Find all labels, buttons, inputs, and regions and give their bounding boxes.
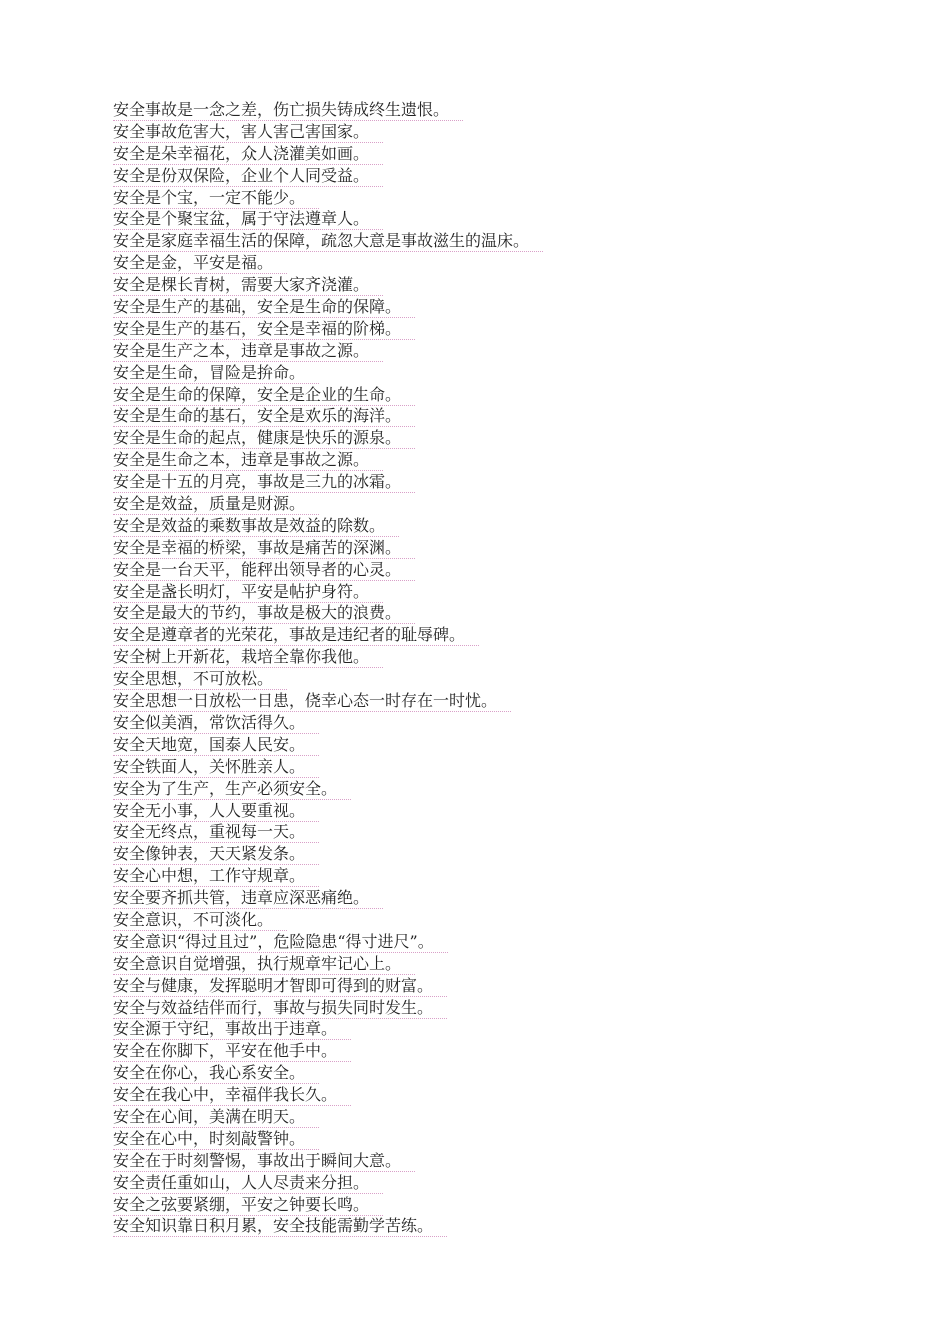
slogan-line [113, 602, 873, 624]
slogan-text: 安全铁面人，关怀胜亲人。 [113, 757, 319, 778]
slogan-line [113, 997, 873, 1019]
slogan-text: 安全思想，不可放松。 [113, 669, 287, 690]
slogan-line [113, 1150, 873, 1172]
slogan-text: 安全在于时刻警惕，事故出于瞬间大意。 [113, 1151, 415, 1172]
slogan-line [113, 821, 873, 843]
slogan-line [113, 1215, 873, 1237]
slogan-text: 安全像钟表，天天紧发条。 [113, 844, 319, 865]
slogan-text: 安全无小事，人人要重视。 [113, 801, 319, 822]
slogan-text: 安全与健康，发挥聪明才智即可得到的财富。 [113, 976, 447, 997]
slogan-text: 安全为了生产，生产必须安全。 [113, 779, 351, 800]
slogan-line [113, 1106, 873, 1128]
slogan-text: 安全意识自觉增强，执行规章牢记心上。 [113, 954, 415, 975]
slogan-line [113, 165, 873, 187]
slogan-line [113, 668, 873, 690]
slogan-text: 安全是生命的起点，健康是快乐的源泉。 [113, 428, 415, 449]
slogan-text: 安全是金，平安是福。 [113, 253, 287, 274]
slogan-text: 安全是生产之本，违章是事故之源。 [113, 341, 383, 362]
slogan-line [113, 427, 873, 449]
slogan-text: 安全是生命，冒险是拚命。 [113, 363, 319, 384]
slogan-text: 安全源于守纪，事故出于违章。 [113, 1019, 351, 1040]
slogan-line [113, 230, 873, 252]
slogan-text: 安全是朵幸福花，众人浇灌美如画。 [113, 144, 383, 165]
slogan-line [113, 581, 873, 603]
slogan-line [113, 318, 873, 340]
slogan-text: 安全是最大的节约，事故是极大的浪费。 [113, 603, 415, 624]
slogan-line [113, 690, 873, 712]
slogan-text: 安全是盏长明灯，平安是帖护身符。 [113, 582, 383, 603]
slogan-text: 安全知识靠日积月累，安全技能需勤学苦练。 [113, 1216, 447, 1237]
slogan-text: 安全是个宝，一定不能少。 [113, 188, 319, 209]
slogan-text: 安全是幸福的桥梁，事故是痛苦的深渊。 [113, 538, 415, 559]
slogan-text: 安全是生产的基石，安全是幸福的阶梯。 [113, 319, 415, 340]
slogan-line [113, 99, 873, 121]
slogan-line [113, 1084, 873, 1106]
slogan-text: 安全在心中，时刻敲警钟。 [113, 1129, 319, 1150]
slogan-text: 安全无终点，重视每一天。 [113, 822, 319, 843]
slogan-line [113, 340, 873, 362]
slogan-text: 安全在你脚下，平安在他手中。 [113, 1041, 351, 1062]
slogan-line [113, 1062, 873, 1084]
slogan-line [113, 121, 873, 143]
slogan-line [113, 778, 873, 800]
slogan-text: 安全意识“得过且过”，危险隐患“得寸进尺”。 [113, 932, 448, 953]
slogan-line [113, 1040, 873, 1062]
slogan-text: 安全是效益的乘数事故是效益的除数。 [113, 516, 399, 537]
slogan-line [113, 843, 873, 865]
slogan-text: 安全是遵章者的光荣花，事故是违纪者的耻辱碑。 [113, 625, 479, 646]
slogan-text: 安全是一台天平，能秤出领导者的心灵。 [113, 560, 415, 581]
slogan-line [113, 559, 873, 581]
slogan-text: 安全意识，不可淡化。 [113, 910, 287, 931]
slogan-line [113, 909, 873, 931]
slogan-line [113, 537, 873, 559]
slogan-line [113, 515, 873, 537]
slogan-line [113, 471, 873, 493]
slogan-line [113, 734, 873, 756]
slogan-line [113, 712, 873, 734]
slogan-line [113, 1172, 873, 1194]
slogan-text: 安全似美酒，常饮活得久。 [113, 713, 319, 734]
slogan-line [113, 1128, 873, 1150]
slogan-line [113, 887, 873, 909]
slogan-line [113, 865, 873, 887]
slogan-line [113, 493, 873, 515]
slogan-line [113, 143, 873, 165]
slogan-text: 安全事故是一念之差，伤亡损失铸成终生遗恨。 [113, 100, 463, 121]
slogan-line [113, 953, 873, 975]
slogan-line [113, 252, 873, 274]
slogan-line [113, 756, 873, 778]
slogan-text: 安全心中想，工作守规章。 [113, 866, 319, 887]
slogan-line [113, 449, 873, 471]
slogan-text: 安全在你心，我心系安全。 [113, 1063, 319, 1084]
slogan-line [113, 1194, 873, 1216]
slogan-line [113, 274, 873, 296]
slogan-text: 安全是效益，质量是财源。 [113, 494, 319, 515]
document-body [113, 99, 873, 1237]
slogan-text: 安全是十五的月亮，事故是三九的冰霜。 [113, 472, 415, 493]
slogan-line [113, 362, 873, 384]
slogan-text: 安全是份双保险，企业个人同受益。 [113, 166, 383, 187]
slogan-text: 安全在心间，美满在明天。 [113, 1107, 319, 1128]
slogan-text: 安全是生命的保障，安全是企业的生命。 [113, 385, 415, 406]
slogan-line [113, 975, 873, 997]
slogan-line [113, 1018, 873, 1040]
slogan-text: 安全是家庭幸福生活的保障，疏忽大意是事故滋生的温床。 [113, 231, 543, 252]
slogan-text: 安全要齐抓共管，违章应深恶痛绝。 [113, 888, 383, 909]
slogan-line [113, 208, 873, 230]
slogan-text: 安全责任重如山，人人尽责来分担。 [113, 1173, 383, 1194]
slogan-line [113, 931, 873, 953]
slogan-text: 安全是棵长青树，需要大家齐浇灌。 [113, 275, 383, 296]
slogan-line [113, 296, 873, 318]
slogan-text: 安全天地宽，国泰人民安。 [113, 735, 319, 756]
slogan-text: 安全是生命之本，违章是事故之源。 [113, 450, 383, 471]
slogan-text: 安全是生命的基石，安全是欢乐的海洋。 [113, 406, 415, 427]
slogan-text: 安全事故危害大，害人害己害国家。 [113, 122, 383, 143]
slogan-text: 安全是个聚宝盆，属于守法遵章人。 [113, 209, 383, 230]
slogan-line [113, 624, 873, 646]
slogan-line [113, 646, 873, 668]
slogan-text: 安全思想一日放松一日患，侥幸心态一时存在一时忧。 [113, 691, 511, 712]
slogan-line [113, 405, 873, 427]
slogan-text: 安全与效益结伴而行，事故与损失同时发生。 [113, 998, 447, 1019]
slogan-line [113, 384, 873, 406]
slogan-line [113, 187, 873, 209]
slogan-line [113, 800, 873, 822]
slogan-text: 安全之弦要紧绷，平安之钟要长鸣。 [113, 1195, 383, 1216]
slogan-text: 安全树上开新花，栽培全靠你我他。 [113, 647, 383, 668]
slogan-text: 安全是生产的基础，安全是生命的保障。 [113, 297, 415, 318]
slogan-text: 安全在我心中，幸福伴我长久。 [113, 1085, 351, 1106]
